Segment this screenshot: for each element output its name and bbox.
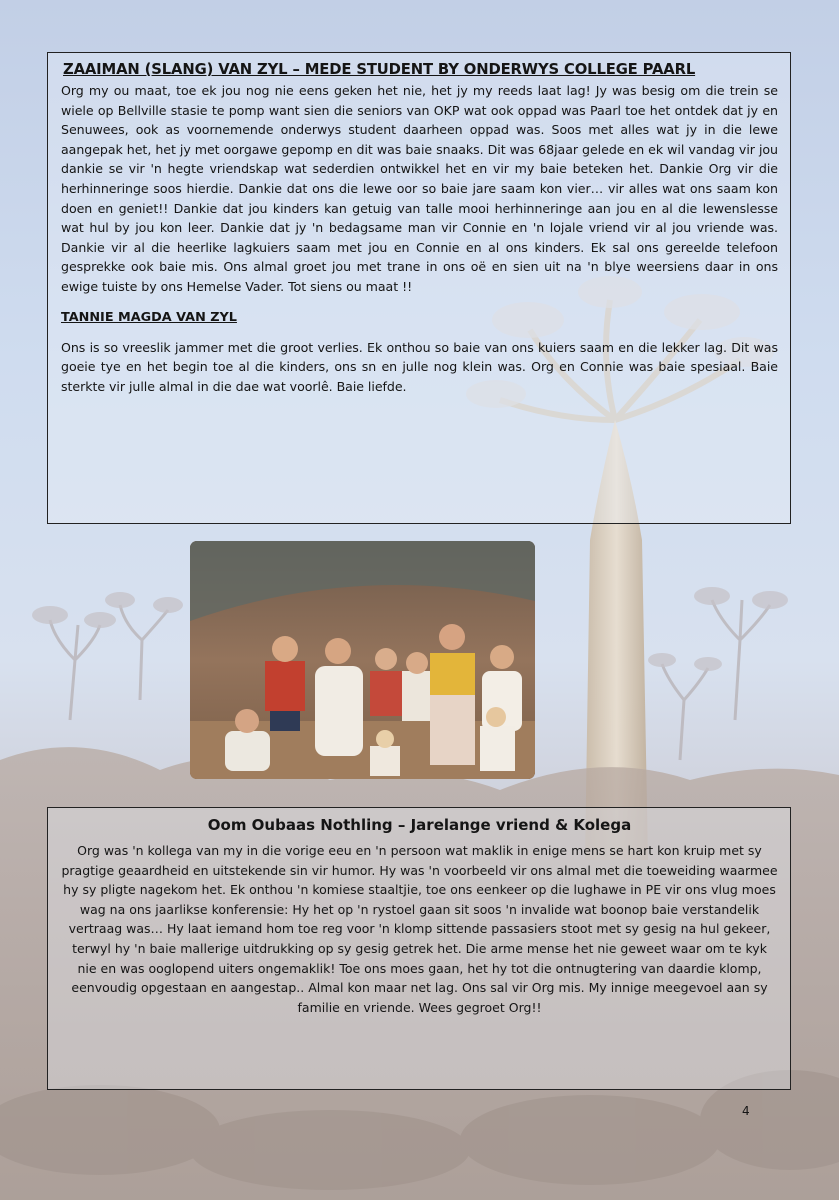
tribute-body-nothling: Org was 'n kollega van my in die vorige eeu en 'n persoon wat maklik in enige mens se hart kon kruip met sy pragtige geaardheid en uitstekende sin vir humor. Hy was 'n voorbeeld vir ons almal met die toeweiding waarmee hy sy pligte nagekom het. Ek onthou 'n komiese staaltjie, toe ons eenkeer op die lughawe in PE vir ons vlug moes wag na ons jaarlikse konferensie: Hy het op 'n rystoel gaan sit soos 'n invalide wat boonop baie verstandelik vertraag was… Hy laat iemand hom toe reg voor 'n klomp sittende passasiers stoot met sy gesig na hul gekeer, terwyl hy 'n baie mallerige uitdrukking op sy gesig getrek het. Die arme mense het nie geweet waar om te kyk nie en was ooglopend uiters ongemaklik! Toe ons moes gaan, het hy tot die ontnugtering van daardie klomp, eenvoudig opgestaan en aangestap.. Almal kon maar net lag. Ons sal vir Org mis. My innige meegevoel aan sy familie en vriende. Wees gegroet Org!! [61, 843, 778, 1015]
page-number: 4 [742, 1104, 750, 1118]
tribute-heading-zaaiman: ZAAIMAN (SLANG) VAN ZYL – MEDE STUDENT BY ONDERWYS COLLEGE PAARL [63, 61, 696, 78]
family-photo-image [190, 541, 535, 779]
tribute-body-magda: Ons is so vreeslik jammer met die groot verlies. Ek onthou so baie van ons kuiers saam en die lekker lag. Dit was goeie tye en het begin toe al die kinders, ons sn en julle nog klein was. Org en Connie was baie spesiaal. Baie sterkte vir julle almal in die dae wat voorlê. Baie liefde. [61, 339, 778, 394]
tribute-body-zaaiman: Org my ou maat, toe ek jou nog nie eens geken het nie, het jy my reeds laat lag! Jy was besig om die trein se wiele op Bellville stasie te pomp want sien die seniors van OKP wat ook oppad was Paarl toe het ontdek dat jy en Senuwees, ook as voornemende onderwys student daarheen oppad was. Soos met alles wat jy in die lewe aangepak het, het jy met oorgawe gepomp en dit was baie snaaks. Dit was 68jaar gelede en ek wil vandag vir jou dankie se vir 'n hegte vriendskap wat sederdien ontwikkel het en vir my baie beteken het. Dankie Org vir die herhinneringe soos hierdie. Dankie dat ons die lewe oor so baie jare saam kon vier… vir alles wat ons saam kon doen en geniet!! Dankie dat jou kinders kan getuig van talle mooi herhinneringe aan jou en al die lewenslesse wat hul by jou kon leer. Dankie dat jy 'n bedagsame man vir Connie en 'n lojale vriend vir al jou vriende was. Dankie vir al die heerlike lagkuiers saam met jou en Connie en al ons kinders. Ek sal ons gereelde telefoon gesprekke ook baie mis. Ons almal groet jou met trane in ons oë en sien uit na 'n blye weersiens daar in ons ewige tuiste by ons Hemelse Vader. Tot siens ou maat !! [61, 83, 778, 294]
tribute-box-bottom [47, 807, 791, 1090]
tribute-box-top [47, 52, 791, 524]
family-photo [190, 541, 535, 779]
tribute-heading-magda: TANNIE MAGDA VAN ZYL [61, 309, 237, 325]
tribute-heading-nothling: Oom Oubaas Nothling – Jarelange vriend & Kolega [207, 816, 632, 834]
